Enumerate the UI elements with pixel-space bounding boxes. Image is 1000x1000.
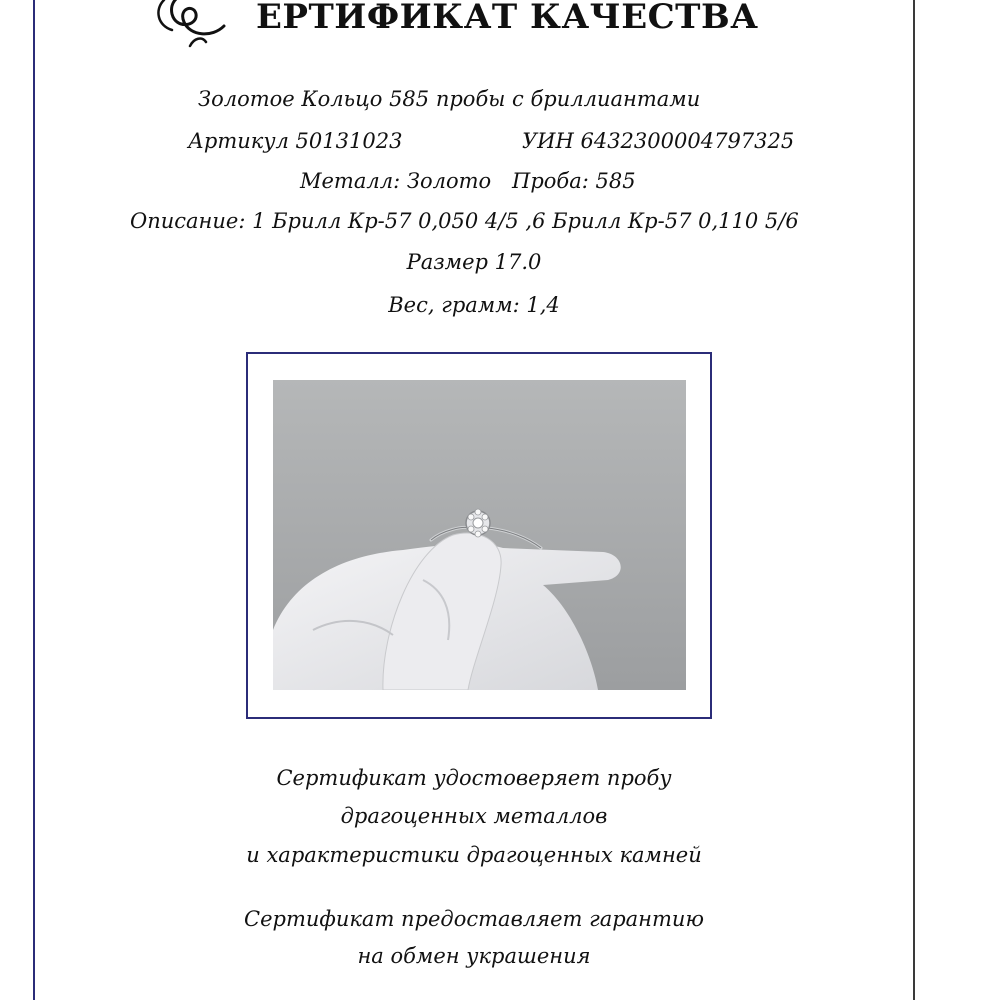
- statement1-line1: Сертификат удостоверяет пробу: [276, 766, 672, 790]
- statement2-line2: на обмен украшения: [357, 944, 591, 968]
- assay-value: Проба: 585: [512, 169, 636, 193]
- ring-size: Размер 17.0: [406, 250, 542, 274]
- statement1-line2: драгоценных металлов: [340, 804, 608, 828]
- stones-description: Описание: 1 Брилл Кр-57 0,050 4/5 ,6 Брилл Кр-57 0,110 5/6: [130, 209, 799, 233]
- ring-photo: [273, 380, 686, 690]
- certificate-monogram-logo: [150, 0, 250, 56]
- certificate-title: ЕРТИФИКАТ КАЧЕСТВА: [256, 0, 759, 37]
- uin-number: УИН 6432300004797325: [522, 129, 795, 153]
- product-name: Золотое Кольцо 585 пробы с бриллиантами: [198, 87, 701, 111]
- ring-weight: Вес, грамм: 1,4: [388, 293, 560, 317]
- article-number: Артикул 50131023: [188, 129, 403, 153]
- statement1-line3: и характеристики драгоценных камней: [246, 843, 702, 867]
- statement2-line1: Сертификат предоставляет гарантию: [244, 907, 704, 931]
- metal-type: Металл: Золото: [300, 169, 492, 193]
